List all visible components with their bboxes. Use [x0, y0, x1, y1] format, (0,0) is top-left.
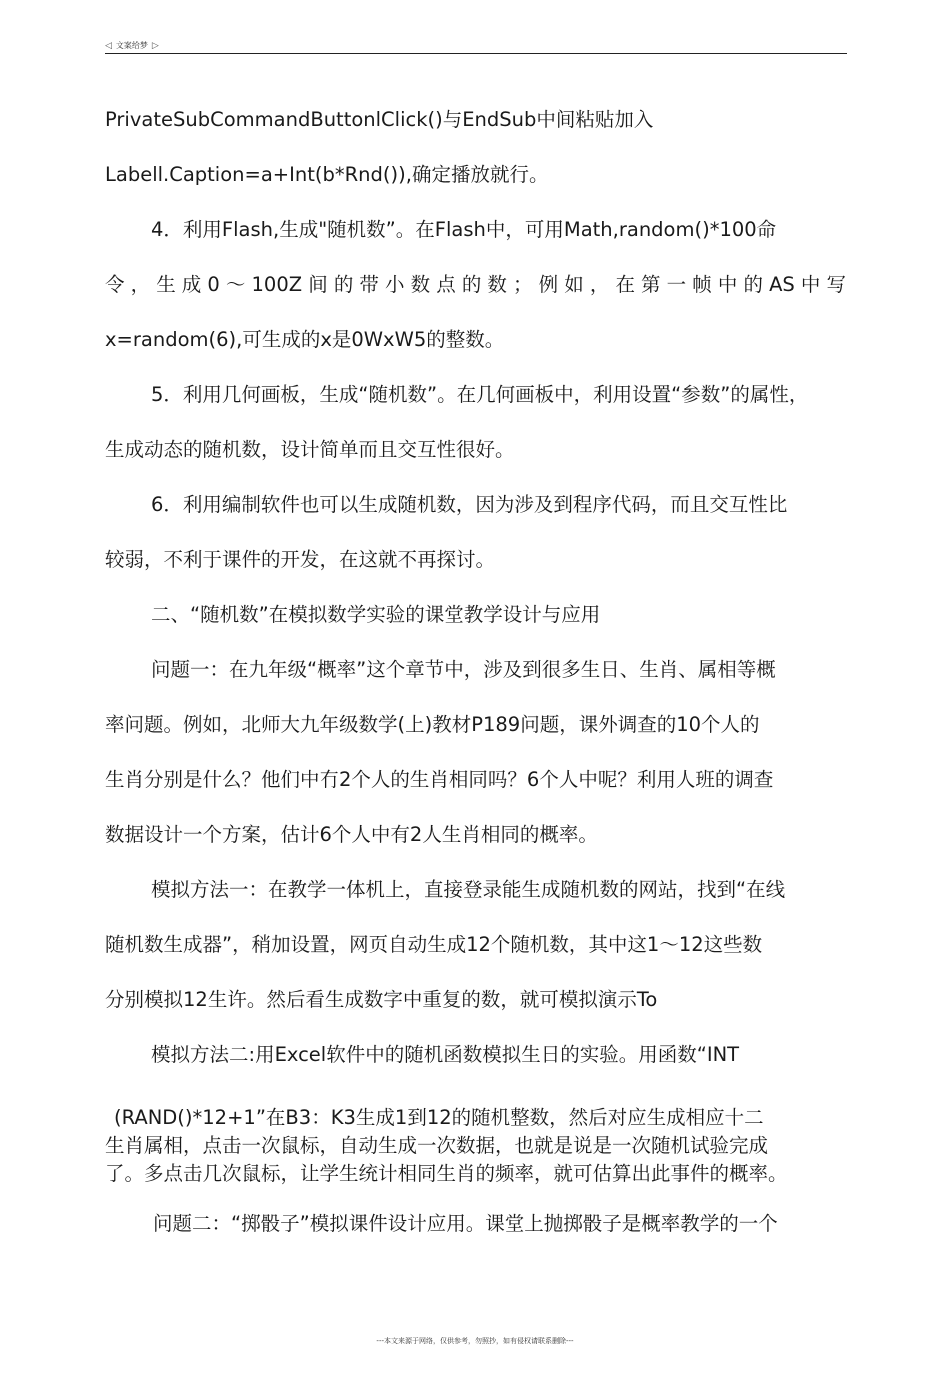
text-line-16: 随机数生成器”，稍加设置，网页自动生成12个随机数，其中这1〜12这些数: [105, 933, 763, 956]
text-line-1: PrivateSubCommandButtonlClick()与EndSub中间粘贴加入: [105, 108, 654, 131]
text-line-21: 了。多点击几次鼠标，让学生统计相同生肖的频率，就可估算出此事件的概率。: [105, 1162, 788, 1185]
text-line-4: 令，生成0〜100Z间的带小数点的数；例如，在第一帧中的AS中写: [105, 273, 846, 296]
text-line-3: 4．利用Flash,生成"随机数”。在Flash中，可用Math,random()*100命: [151, 218, 777, 241]
text-line-2: Labell.Caption=a+Int(b*Rnd()),确定播放就行。: [105, 163, 549, 186]
text-line-20: 生肖属相，点击一次鼠标，自动生成一次数据，也就是说是一次随机试验完成: [105, 1134, 769, 1157]
text-line-22: 问题二：“掷骰子”模拟课件设计应用。课堂上抛掷骰子是概率教学的一个: [153, 1212, 778, 1235]
text-line-5: x=random(6),可生成的x是0WxW5的整数。: [105, 328, 505, 351]
left-triangle-icon: ◁: [105, 40, 112, 51]
text-line-8: 6．利用编制软件也可以生成随机数，因为涉及到程序代码，而且交互性比: [151, 493, 788, 516]
header-divider: [105, 53, 847, 54]
text-line-18: 模拟方法二:用Excel软件中的随机函数模拟生日的实验。用函数“INT: [151, 1043, 740, 1066]
text-line-19: (RAND()*12+1”在B3：K3生成1到12的随机整数，然后对应生成相应十二: [114, 1106, 764, 1129]
right-triangle-icon: ▷: [151, 40, 159, 51]
text-line-13: 生肖分别是什么？他们中冇2个人的生肖相同吗？6个人中呢？利用人班的调查: [105, 768, 774, 791]
text-line-6: 5．利用几何画板，生成“随机数”。在几何画板中，利用设置“参数”的属性，: [151, 383, 809, 406]
text-line-11: 问题一：在九年级“概率”这个章节中，涉及到很多生日、生肖、属相等概: [151, 658, 776, 681]
text-line-12: 率问题。例如，北师大九年级数学(上)教材P189问题，课外调查的10个人的: [105, 713, 760, 736]
text-line-17: 分别模拟12生许。然后看生成数字中重复的数，就可模拟演示To: [105, 988, 658, 1011]
text-line-15: 模拟方法一：在教学一体机上，直接登录能生成随机数的网站，找到“在线: [151, 878, 786, 901]
page-footer: ---本文来源于网络，仅供参考，勿照抄，如有侵权请联系删除---: [376, 1337, 574, 1345]
section-heading: 二、“随机数”在模拟数学实验的课堂教学设计与应用: [151, 603, 601, 626]
text-line-9: 较弱，不利于课件的开发，在这就不再探讨。: [105, 548, 496, 571]
header-title: 文案给梦: [115, 41, 148, 50]
text-line-7: 生成动态的随机数，设计简单而且交互性很好。: [105, 438, 515, 461]
text-line-14: 数据设计一个方案，估计6个人中有2人生肖相同的概率。: [105, 823, 598, 846]
page-header: [105, 40, 159, 51]
